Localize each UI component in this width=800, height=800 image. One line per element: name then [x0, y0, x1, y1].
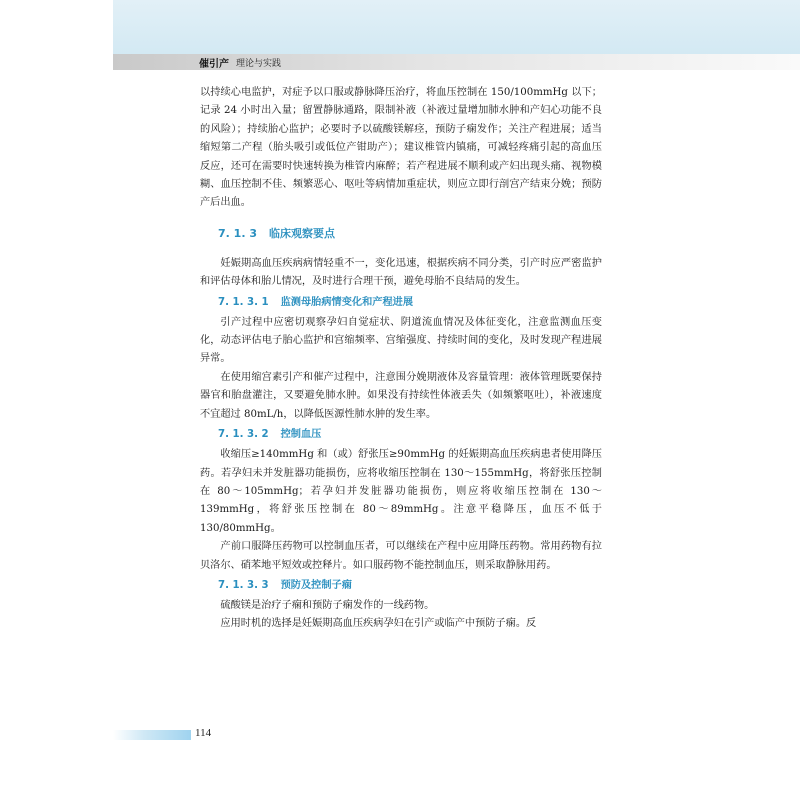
paragraph: 引产过程中应密切观察孕妇自觉症状、阴道流血情况及体征变化，注意监测血压变化，动态评估电子胎心监护和宫缩频率、宫缩强度、持续时间的变化，及时发现产程进展异常。 [200, 316, 602, 365]
footer-bar [113, 730, 191, 740]
section-title: 监测母胎病情变化和产程进展 [280, 296, 414, 308]
paragraph: 收缩压≥140mmHg 和（或）舒张压≥90mmHg 的妊娠期高血压疾病患者使用降压药。若孕妇未并发脏器功能损伤，应将收缩压控制在 130～155mmHg，将舒张压控制在 80～105mmHg；若孕妇并发脏器功能损伤，则应将收缩压控制在 130～139mmHg，将舒张压控制在 80～89mmHg。注意平稳降压，血压不低于 130/80mmHg。 [200, 449, 602, 534]
paragraph: 硫酸镁是治疗子痫和预防子痫发作的一线药物。 [220, 599, 435, 611]
paragraph: 以持续心电监护，对症予以口服或静脉降压治疗，将血压控制在 150/100mmHg 以下；记录 24 小时出入量；留置静脉通路，限制补液（补液过量增加肺水肿和产妇心功能不良的风险）；持续胎心监护；必要时予以硫酸镁解痉，预防子痫发作；关注产程进展；适当缩短第二产程（胎头吸引或低位产钳助产）；建议椎管内镇痛，可减轻疼痛引起的高血压反应，还可在需要时快速转换为椎管内麻醉；若产程进展不顺利或产妇出现头痛、视物模糊、血压控制不佳、频繁恶心、呕吐等病情加重症状，则应立即行剖宫产结束分娩；预防产后出血。 [200, 87, 602, 209]
paragraph: 妊娠期高血压疾病病情轻重不一，变化迅速，根据疾病不同分类，引产时应严密监护和评估母体和胎儿情况，及时进行合理干预，避免母胎不良结局的发生。 [200, 257, 602, 288]
running-header [113, 54, 800, 70]
top-band [113, 0, 800, 54]
section-title: 临床观察要点 [268, 226, 335, 240]
section-heading-7-1-3-3 [218, 577, 602, 595]
paragraph: 产前口服降压药物可以控制血压者，可以继续在产程中应用降压药物。常用药物有拉贝洛尔、硝苯地平短效或控释片。如口服药物不能控制血压，则采取静脉用药。 [200, 541, 602, 571]
section-title: 预防及控制子痫 [280, 579, 352, 591]
page-number: 114 [195, 727, 212, 739]
section-number: 7. 1. 3 [218, 226, 257, 240]
section-heading-7-1-3 [218, 225, 602, 243]
paragraph: 应用时机的选择是妊娠期高血压疾病孕妇在引产或临产中预防子痫。反 [220, 618, 537, 630]
book-title: 催引产 [199, 58, 229, 70]
book-subtitle: 理论与实践 [236, 58, 282, 69]
section-number: 7. 1. 3. 3 [218, 579, 269, 591]
section-heading-7-1-3-1 [218, 294, 602, 312]
section-title: 控制血压 [280, 429, 322, 441]
section-number: 7. 1. 3. 1 [218, 296, 269, 308]
section-heading-7-1-3-2 [218, 426, 602, 444]
page-body [200, 84, 602, 634]
paragraph: 在使用缩宫素引产和催产过程中，注意围分娩期液体及容量管理：液体管理既要保持器官和胎盘灌注，又要避免肺水肿。如果没有持续性体液丢失（如频繁呕吐），补液速度不宜超过 80mL/h，以降低医源性肺水肿的发生率。 [200, 371, 602, 420]
section-number: 7. 1. 3. 2 [218, 429, 269, 441]
